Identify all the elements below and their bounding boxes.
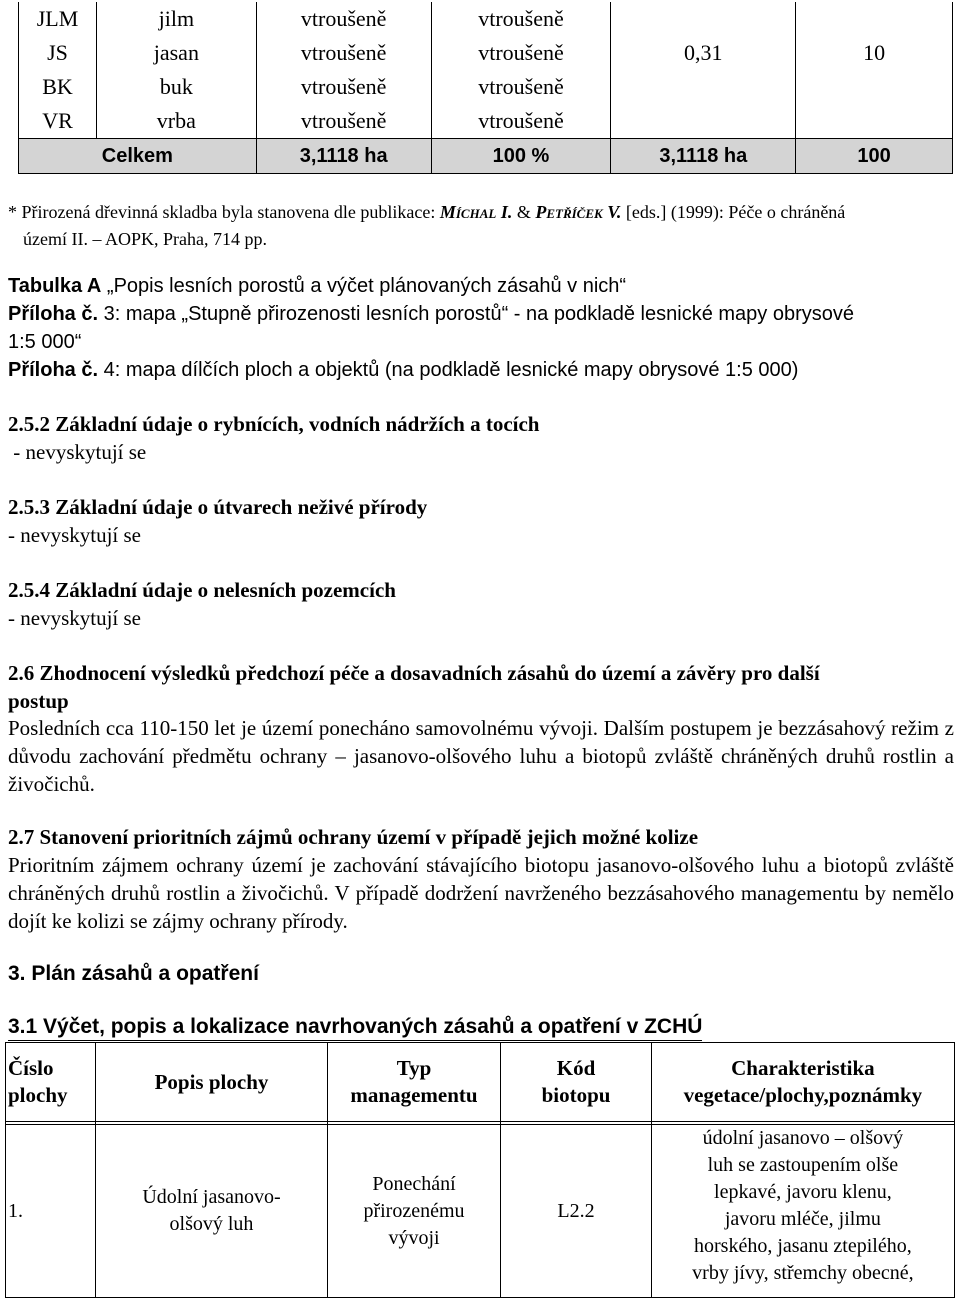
species-name: jasan bbox=[96, 36, 256, 70]
species-name: vrba bbox=[96, 104, 256, 139]
management-type-line2: přirozenému bbox=[363, 1199, 465, 1222]
species-name: jilm bbox=[96, 2, 256, 36]
species-percent bbox=[796, 70, 953, 104]
table-row bbox=[19, 70, 953, 104]
species-natural: vtroušeně bbox=[431, 104, 611, 139]
species-area bbox=[611, 70, 796, 104]
header-characteristics-line1: Charakteristika bbox=[731, 1056, 875, 1080]
section-252-title: 2.5.2 Základní údaje o rybnících, vodních nádržích a tocích bbox=[8, 412, 540, 436]
species-name: buk bbox=[96, 70, 256, 104]
attachment-4-label: Příloha č. bbox=[8, 359, 99, 381]
species-natural: vtroušeně bbox=[431, 36, 611, 70]
species-area bbox=[611, 104, 796, 139]
header-biotope-code-line1: Kód bbox=[556, 1056, 596, 1080]
header-characteristics-line2: vegetace/plochy,poznámky bbox=[683, 1083, 923, 1107]
plot-description bbox=[96, 1125, 327, 1298]
table-row bbox=[6, 1125, 955, 1298]
header-plot-description: Popis plochy bbox=[96, 1043, 327, 1122]
section-26-text: Posledních cca 110-150 let je území ponecháno samovolnému vývoji. Dalším postupem je bezzásahový režim z důvodu zachování předmětu ochrany – jasanovo-olšového luhu a biotopů zvláště chráněných druhů rostlin a živočichů. bbox=[8, 716, 954, 796]
total-label: Celkem bbox=[19, 139, 257, 174]
section-3-title: 3. Plán zásahů a opatření bbox=[8, 962, 259, 985]
species-area: 0,31 bbox=[611, 36, 796, 70]
header-management-type-line2: managementu bbox=[350, 1083, 478, 1107]
plan-table bbox=[5, 1042, 955, 1298]
plot-number: 1. bbox=[6, 1125, 96, 1298]
plot-description-line1: Údolní jasanovo- bbox=[142, 1186, 281, 1208]
species-current: vtroušeně bbox=[256, 2, 431, 36]
section-252-text: - nevyskytují se bbox=[8, 440, 147, 464]
total-area-natural: 3,1118 ha bbox=[611, 139, 796, 174]
section-253-title: 2.5.3 Základní údaje o útvarech neživé přírody bbox=[8, 495, 428, 519]
section-27-title: 2.7 Stanovení prioritních zájmů ochrany území v případě jejich možné kolize bbox=[8, 825, 699, 849]
table-row bbox=[19, 2, 953, 36]
species-current: vtroušeně bbox=[256, 36, 431, 70]
characteristics-line2: luh se zastoupením olše bbox=[707, 1154, 899, 1176]
table-row bbox=[19, 36, 953, 70]
header-management-type bbox=[327, 1043, 501, 1122]
total-area-current: 3,1118 ha bbox=[256, 139, 431, 174]
species-table bbox=[18, 2, 953, 174]
footnote-amp: & bbox=[512, 202, 536, 222]
attachment-3-line2: 1:5 000“ bbox=[8, 331, 82, 353]
plot-description-line2: olšový luh bbox=[169, 1213, 254, 1235]
attachment-4-text: 4: mapa dílčích ploch a objektů (na podkladě lesnické mapy obrysové 1:5 000) bbox=[98, 359, 799, 381]
biotope-code: L2.2 bbox=[501, 1125, 651, 1298]
attachment-3-text: 3: mapa „Stupně přirozenosti lesních porostů“ - na podkladě lesnické mapy obrysové bbox=[98, 303, 854, 325]
header-characteristics bbox=[651, 1043, 954, 1122]
species-code: JS bbox=[19, 36, 97, 70]
plan-header-row bbox=[6, 1043, 955, 1122]
total-percent-natural: 100 bbox=[796, 139, 953, 174]
section-254-title: 2.5.4 Základní údaje o nelesních pozemcích bbox=[8, 578, 396, 602]
total-percent-current: 100 % bbox=[431, 139, 611, 174]
table-a-text: „Popis lesních porostů a výčet plánovaných zásahů v nich“ bbox=[101, 275, 627, 297]
characteristics-line3: lepkavé, javoru klenu, bbox=[714, 1181, 892, 1203]
species-code: BK bbox=[19, 70, 97, 104]
header-plot-number bbox=[6, 1043, 96, 1122]
section-254-text: - nevyskytují se bbox=[8, 606, 141, 630]
section-31-title: 3.1 Výčet, popis a lokalizace navrhovaných zásahů a opatření v ZCHÚ bbox=[8, 1014, 702, 1041]
species-code: VR bbox=[19, 104, 97, 139]
header-biotope-code bbox=[501, 1043, 651, 1122]
header-management-type-line1: Typ bbox=[396, 1056, 432, 1080]
footnote-author1: Míchal I. bbox=[439, 202, 513, 222]
section-26-title-line2: postup bbox=[8, 689, 69, 713]
footnote bbox=[8, 199, 958, 253]
management-type-line1: Ponechání bbox=[372, 1172, 456, 1195]
header-plot-number-line2: plochy bbox=[8, 1083, 68, 1107]
footnote-prefix: * Přirozená dřevinná skladba byla stanovena dle publikace: bbox=[8, 202, 440, 222]
header-biotope-code-line2: biotopu bbox=[541, 1083, 611, 1107]
species-percent bbox=[796, 2, 953, 36]
section-26-title-line1: 2.6 Zhodnocení výsledků předchozí péče a dosavadních zásahů do území a závěry pro další bbox=[8, 661, 820, 685]
characteristics-line4: javoru mléče, jilmu bbox=[724, 1208, 881, 1230]
species-natural: vtroušeně bbox=[431, 70, 611, 104]
footnote-author2: Petříček V. bbox=[535, 202, 622, 222]
total-row bbox=[19, 139, 953, 174]
species-code: JLM bbox=[19, 2, 97, 36]
species-percent: 10 bbox=[796, 36, 953, 70]
section-26-title bbox=[8, 659, 820, 715]
footnote-line2: území II. – AOPK, Praha, 714 pp. bbox=[23, 229, 267, 249]
characteristics-line5: horského, jasanu ztepilého, bbox=[694, 1235, 912, 1257]
species-current: vtroušeně bbox=[256, 70, 431, 104]
header-plot-number-line1: Číslo bbox=[8, 1056, 54, 1080]
table-row bbox=[19, 104, 953, 139]
species-current: vtroušeně bbox=[256, 104, 431, 139]
management-type-line3: vývoji bbox=[388, 1226, 440, 1249]
species-percent bbox=[796, 104, 953, 139]
characteristics-line6: vrby jívy, střemchy obecné, bbox=[692, 1262, 914, 1284]
attachment-3-label: Příloha č. bbox=[8, 303, 99, 325]
characteristics-line1: údolní jasanovo – olšový bbox=[702, 1127, 904, 1149]
species-area bbox=[611, 2, 796, 36]
section-27-text: Prioritním zájmem ochrany území je zachování stávajícího biotopu jasanovo-olšového luhu a biotopů zvláště chráněných druhů rostlin a živočichů. V případě dodržení navrženého bezzásahového managementu by nemělo dojít ke kolizi se zájmy ochrany přírody. bbox=[8, 853, 954, 933]
species-natural: vtroušeně bbox=[431, 2, 611, 36]
management-type bbox=[327, 1125, 501, 1298]
table-a-label: Tabulka A bbox=[8, 275, 102, 297]
footnote-rest: [eds.] (1999): Péče o chráněná bbox=[621, 202, 846, 222]
section-253-text: - nevyskytují se bbox=[8, 523, 141, 547]
attachments bbox=[8, 272, 958, 384]
characteristics bbox=[651, 1125, 954, 1298]
